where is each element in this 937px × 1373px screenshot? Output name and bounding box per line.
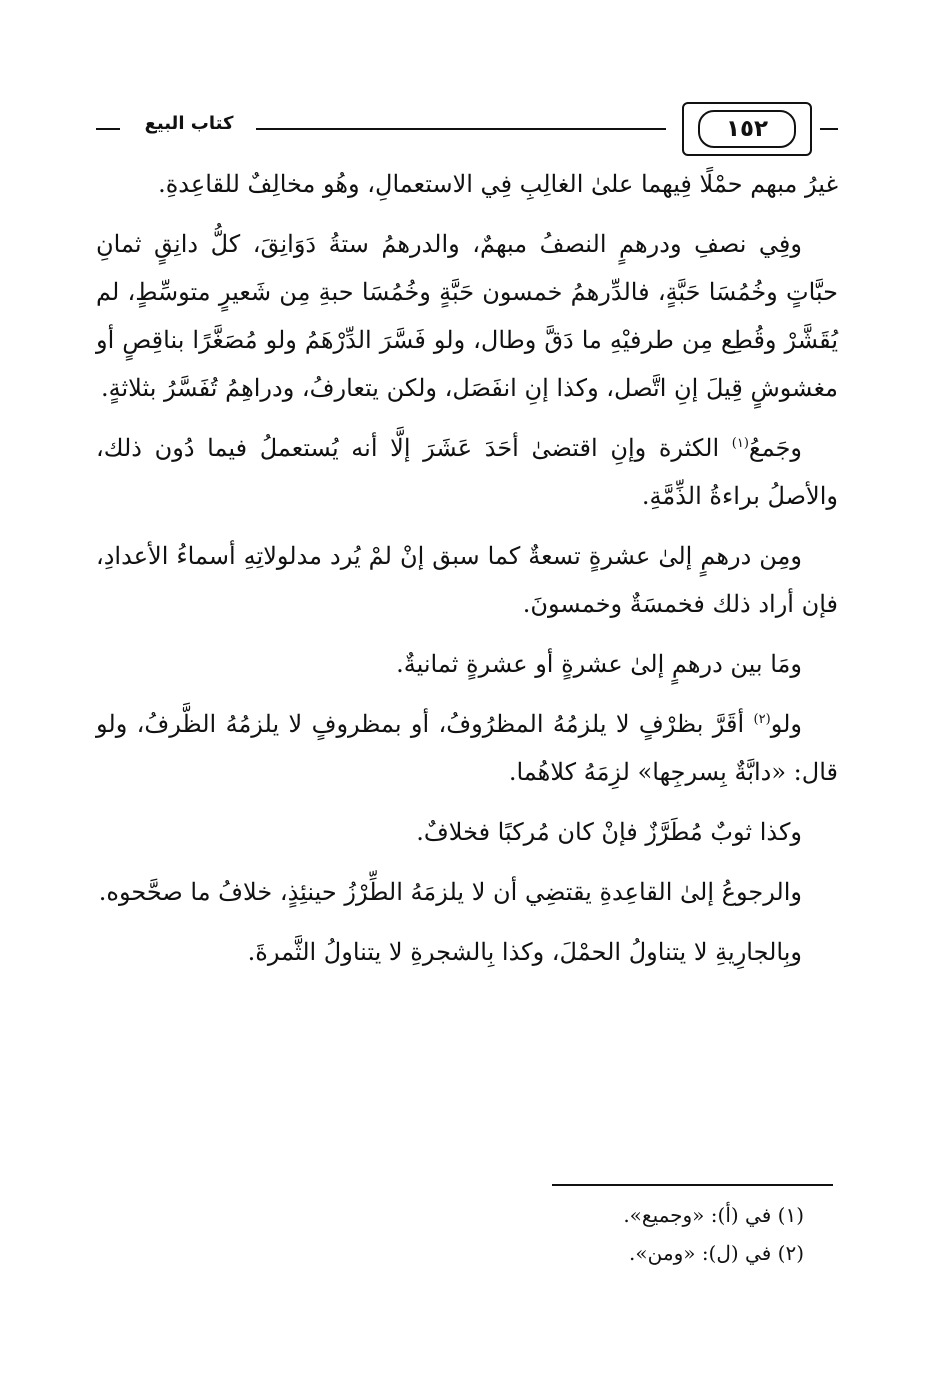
paragraph-6-lead: ولو [770,710,802,738]
paragraph-3 [96,424,838,520]
footnotes [96,1196,804,1272]
footnote-ref-2: (٢) [753,712,771,727]
footnote-ref-1: (١) [731,436,749,451]
paragraph-5: ومَا بين درهمٍ إلىٰ عشرةٍ أو عشرةٍ ثمانيةٌ. [396,650,802,678]
header-rule-left [96,128,120,130]
paragraph-6 [96,700,838,796]
paragraph-3-text: الكثرة وإنِ اقتضىٰ أحَدَ عَشَرَ إلَّا أنه يُستعملُ فيما دُون ذلك، [96,434,732,462]
paragraph-4: ومِن درهمٍ إلىٰ عشرةٍ تسعةٌ كما سبق إنْ لمْ يُرد مدلولاتِهِ أسماءُ الأعدادِ، فإن أراد ذلك فخمسَةٌ وخمسونَ. [96,542,838,618]
footnote-1: (١) في (أ): «وجميع». [623,1203,804,1227]
page-number: ١٥٢ [698,110,796,148]
paragraph-7: وكذا ثوبٌ مُطَرَّزٌ فإنْ كان مُركبًا فخلافٌ. [416,818,802,846]
footnote-separator [552,1184,833,1186]
paragraph-8: والرجوعُ إلىٰ القاعِدةِ يقتضِي أن لا يلزمَهُ الطِّرْزُ حينئِذٍ، خلافُ ما صحَّحوه. [98,878,802,906]
paragraph-9: وبِالجارِيةِ لا يتناولُ الحمْلَ، وكذا بِالشجرةِ لا يتناولُ الثَّمرةَ. [247,938,802,966]
paragraph-3-end: والأصلُ براءةُ الذِّمَّةِ. [641,482,838,510]
paragraph-1: غيرُ مبهم حمْلًا فِيهما علىٰ الغالِبِ فِي الاستعمالِ، وهُو مخالِفٌ للقاعِدةِ. [158,170,838,198]
page-number-frame [682,102,812,156]
main-text [96,160,838,988]
paragraph-3-lead: وجَمعُ [748,434,802,462]
header-rule-right [820,128,838,130]
book-title: كتاب البيع [144,113,234,134]
paragraph-2: وفِي نصفِ ودرهمٍ النصفُ مبهمٌ، والدرهمُ ستةُ دَوَانِقَ، كلُّ دانِقٍ ثمانِ حبَّاتٍ وخُمُسَا حَبَّةٍ، فالدِّرهمُ خمسون حَبَّةٍ وخُمُسَا حبةِ مِن شَعيرٍ متوسِّطٍ، لم يُقَشَّرْ وقُطِع مِن طرفيْهِ ما دَقَّ وطال، ولو فَسَّرَ الدِّرْهَمُ ولو مُصَغَّرًا بناقِصٍ أو مغشوشٍ قِيلَ إنِ اتَّصل، وكذا إنِ انفَصَل، ولكن يتعارفُ، ودراهِمُ تُفَسَّرُ بثلاثةٍ. [96,230,838,402]
running-header [96,100,838,158]
footnote-2: (٢) في (ل): «ومن». [629,1241,804,1265]
header-rule-middle [256,128,666,130]
paragraph-6-text: أقَرَّ بظرْفٍ لا يلزمُهُ المظرُوفُ، أو بمظروفٍ لا يلزمُهُ الظَّرفُ، ولو قال: «دابَّةٌ بِسرجِها» لزِمَهُ كلاهُما. [96,710,838,786]
